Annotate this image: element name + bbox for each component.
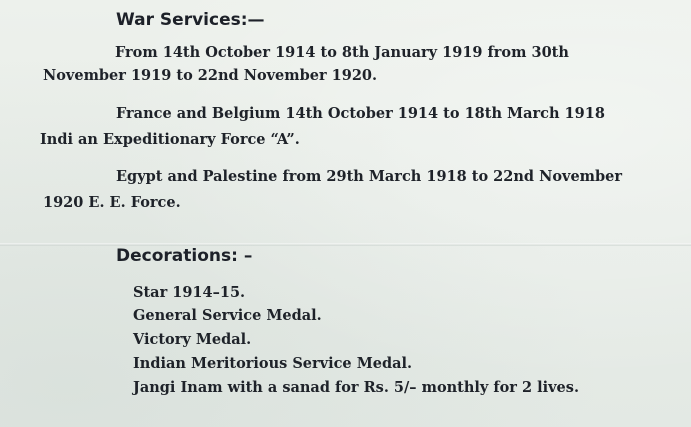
decoration-item-general-service-medal: General Service Medal. (133, 307, 322, 324)
war-services-heading: War Services:— (116, 10, 265, 30)
war-services-para-1-line-1 (43, 44, 635, 61)
war-services-para-3-line-2: 1920 E. E. Force. (43, 194, 181, 211)
decoration-item-jangi-inam: Jangi Inam with a sanad for Rs. 5/– monthly for 2 lives. (133, 379, 579, 396)
war-services-para-2-line-2: Indi an Expeditionary Force “A”. (40, 131, 300, 148)
war-services-para-3-line-1: Egypt and Palestine from 29th March 1918 to 22nd November (116, 168, 623, 185)
paper-fold (0, 243, 691, 246)
war-services-para-2-line-1: France and Belgium 14th October 1914 to 18th March 1918 (116, 105, 605, 122)
decorations-heading: Decorations: – (116, 246, 253, 266)
text-span: From 14th October 1914 to 8th January 1919 from 30th (115, 44, 569, 61)
war-services-para-1-line-2: November 1919 to 22nd November 1920. (43, 67, 378, 84)
decoration-item-star: Star 1914–15. (133, 284, 246, 301)
decoration-item-indian-meritorious-service-medal: Indian Meritorious Service Medal. (133, 355, 413, 372)
decoration-item-victory-medal: Victory Medal. (133, 331, 252, 348)
